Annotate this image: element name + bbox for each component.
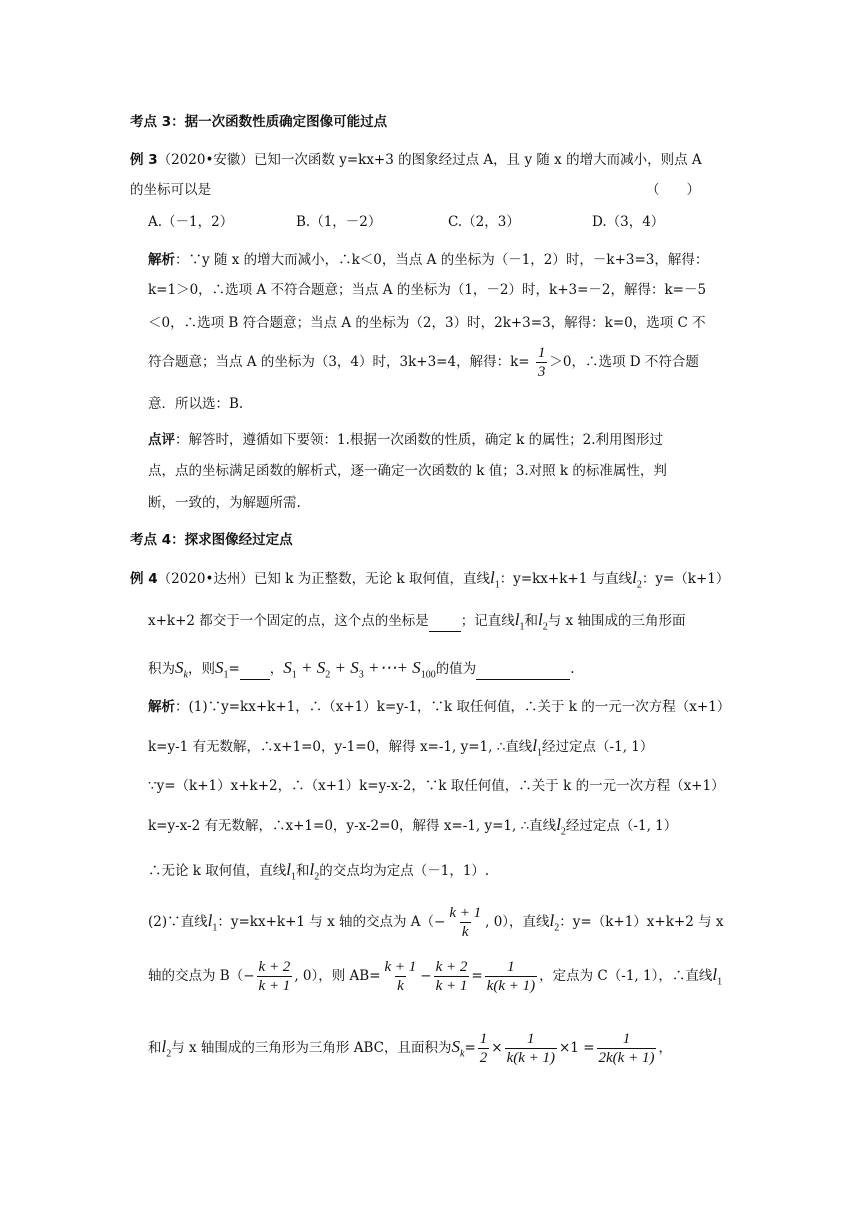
solution-text: 的交点均为定点（－1，1）. [319,863,490,879]
symbol-s1: $S_1$ [214,658,229,681]
equals-sign: = [471,968,483,984]
line-l2: $l_2$ [538,610,548,633]
solution-text: ：y=（k+1）x+k+2 与 x [559,914,724,930]
question-text: ；记直线 [460,613,515,629]
solution-text: 和 [296,863,310,879]
comment-text: ：解答时，遵循如下要领：1.根据一次函数的性质，确定 k 的属性；2.利用图形过 [175,432,664,448]
fraction-area-term: $\frac{1}{k(k + 1)}$ [506,1031,555,1066]
analysis-line-5: 意．所以选：B. [148,396,244,412]
solution-line-8 [148,1030,672,1067]
solution-text: 与 x 轴围成的三角形为三角形 ABC，且面积为 [171,1040,452,1056]
solution-text: ∴无论 k 取何值，直线 [148,863,287,879]
question-text: ：y=kx+k+1 与直线 [499,571,633,587]
solution-text: ：y=kx+k+1 与 x 轴的交点为 A（ [217,914,435,930]
solution-text: , 0），则 AB= [294,968,381,984]
question-text: ， [269,661,284,677]
analysis-line-1 [148,250,708,270]
minus-sign: − [243,968,255,984]
fraction-ab-term-2: $\frac{k + 2}{k + 1}$ [435,959,468,994]
symbol-sk: $S_k$ [451,1037,465,1060]
analysis-text: ：∵y 随 x 的增大而减小，∴k＜0，当点 A 的坐标为（－1，2）时，－k+3=3，解得： [175,252,709,268]
equals-sign: = [464,1040,476,1056]
example-3-line-1 [130,150,702,170]
question-text: . [570,661,575,677]
section-title-3: 考点 3：据一次函数性质确定图像可能过点 [130,114,388,130]
comment-line-1 [148,430,663,450]
solution-line-7 [148,958,722,995]
question-text: 积为 [148,661,175,677]
question-text: 与 x 轴围成的三角形面 [547,613,686,629]
analysis-text: ＞0，∴选项 D 不符合题 [549,354,699,370]
solution-text: 经过定点（-1, 1） [565,818,678,834]
question-text: 的坐标可以是 [130,182,211,198]
symbol-sk: $S_k$ [175,658,188,681]
comment-line-3: 断，一致的，为解题所需. [148,495,301,511]
section-title-4: 考点 4：探求图像经过定点 [130,532,293,548]
question-text: （2020•安徽）已知一次函数 y=kx+3 的图象经过点 A，且 y 随 x 的增大而减小，则点 A [157,152,702,168]
analysis-line-3: ＜0，∴选项 B 符合题意；当点 A 的坐标为（2，3）时，2k+3=3，解得：k=0，选项 C 不 [148,315,706,331]
solution-text: , 0），直线 [485,914,550,930]
question-text: 和 [524,613,539,629]
question-text: 的值为 [435,661,477,677]
solution-text: ：(1)∵y=kx+k+1，∴（x+1）k=y-1，∵k 取任何值，∴关于 k 的一元一次方程（x+1） [175,699,731,715]
times-one: ×1 = [559,1040,595,1056]
solution-line-4 [148,815,677,842]
analysis-label: 解析 [148,699,175,715]
analysis-text: 符合题意；当点 A 的坐标为（3，4）时，3k+3=4，解得：k= [148,354,530,370]
line-l1: $l_1$ [207,911,218,934]
solution-text: 经过定点（-1, 1） [542,739,654,755]
answer-blank [429,611,461,632]
analysis-line-4 [148,344,699,381]
example-4-line-2 [148,610,685,637]
question-text: （2020•达州）已知 k 为正整数，无论 k 取何值，直线 [157,571,490,587]
fraction-one-third: $\frac{1}{3}$ [537,345,546,380]
solution-line-1 [148,697,730,717]
minus-sign: − [420,968,432,984]
option-c: C.（2，3） [448,214,520,230]
example-4-line-3 [148,658,574,685]
times-sign: × [491,1040,503,1056]
answer-blank [476,659,570,680]
question-text: = [228,661,240,677]
option-d: D.（3，4） [592,214,665,230]
line-l2: $l_2$ [309,860,320,883]
solution-text: 和 [148,1040,162,1056]
solution-line-6 [148,904,724,941]
line-l1: $l_1$ [286,860,296,883]
solution-text: k=y-1 有无数解，∴x+1=0，y-1=0，解得 x=-1, y=1, ∴直线 [148,739,533,755]
option-b: B.（1，－2） [296,214,382,230]
line-l1: $l_1$ [489,568,500,591]
fraction-one-half: $\frac{1}{2}$ [479,1031,488,1066]
question-text: ：y=（k+1） [641,571,730,587]
line-l2: $l_2$ [632,568,642,591]
solution-text: (2)∵直线 [148,914,208,930]
example-3-line-2 [130,180,211,200]
comment-line-2: 点，点的坐标满足函数的解析式，逐一确定一次函数的 k 值；3.对照 k 的标准属性，判 [148,463,667,479]
example-label: 例 4 [130,571,158,587]
answer-blank [240,659,270,680]
example-label: 例 3 [130,152,158,168]
solution-line-2 [148,736,653,763]
fraction-ab-term-1: $\frac{k + 1}{k}$ [384,959,417,994]
fraction-k-plus-1-over-k: $\frac{k + 1}{k}$ [449,905,482,940]
solution-line-3: ∵y=（k+1）x+k+2，∴（x+1）k=y-x-2，∵k 取任何值，∴关于 k 的一元一次方程（x+1） [148,778,725,794]
solution-text: ， [658,1040,672,1056]
sum-expression: $S_1 + S_2 + S_3$ +⋯+ $S_{100}$ [283,658,436,681]
option-a: A.（－1，2） [148,214,234,230]
solution-text: k=y-x-2 有无数解，∴x+1=0，y-x-2=0，解得 x=-1, y=1, ∴直线 [148,818,557,834]
solution-text: ，定点为 C（-1, 1），∴直线 [539,968,713,984]
line-l2: $l_2$ [556,815,566,838]
line-l1: $l_1$ [712,965,723,988]
fraction-ab-result: $\frac{1}{k(k + 1)}$ [486,959,536,994]
line-l2: $l_2$ [161,1037,172,1060]
solution-line-5 [148,860,489,887]
example-4-line-1 [130,568,729,595]
analysis-label: 解析 [148,252,175,268]
line-l2: $l_2$ [549,911,560,934]
line-l1: $l_1$ [514,610,525,633]
fraction-area-result: $\frac{1}{2k(k + 1)}$ [598,1031,655,1066]
question-text: x+k+2 都交于一个固定的点，这个点的坐标是 [148,613,429,629]
minus-sign: − [434,914,446,930]
fraction-k-plus-2-over-k-plus-1: $\frac{k + 2}{k + 1}$ [258,959,291,994]
solution-text: 轴的交点为 B（ [148,968,244,984]
comment-label: 点评 [148,432,175,448]
question-text: ，则 [187,661,215,677]
line-l1: $l_1$ [532,736,543,759]
answer-parentheses: （ ） [646,182,700,198]
analysis-line-2: k=1＞0，∴选项 A 不符合题意；当点 A 的坐标为（1，－2）时，k+3=－2，解得：k=－5 [148,282,707,298]
